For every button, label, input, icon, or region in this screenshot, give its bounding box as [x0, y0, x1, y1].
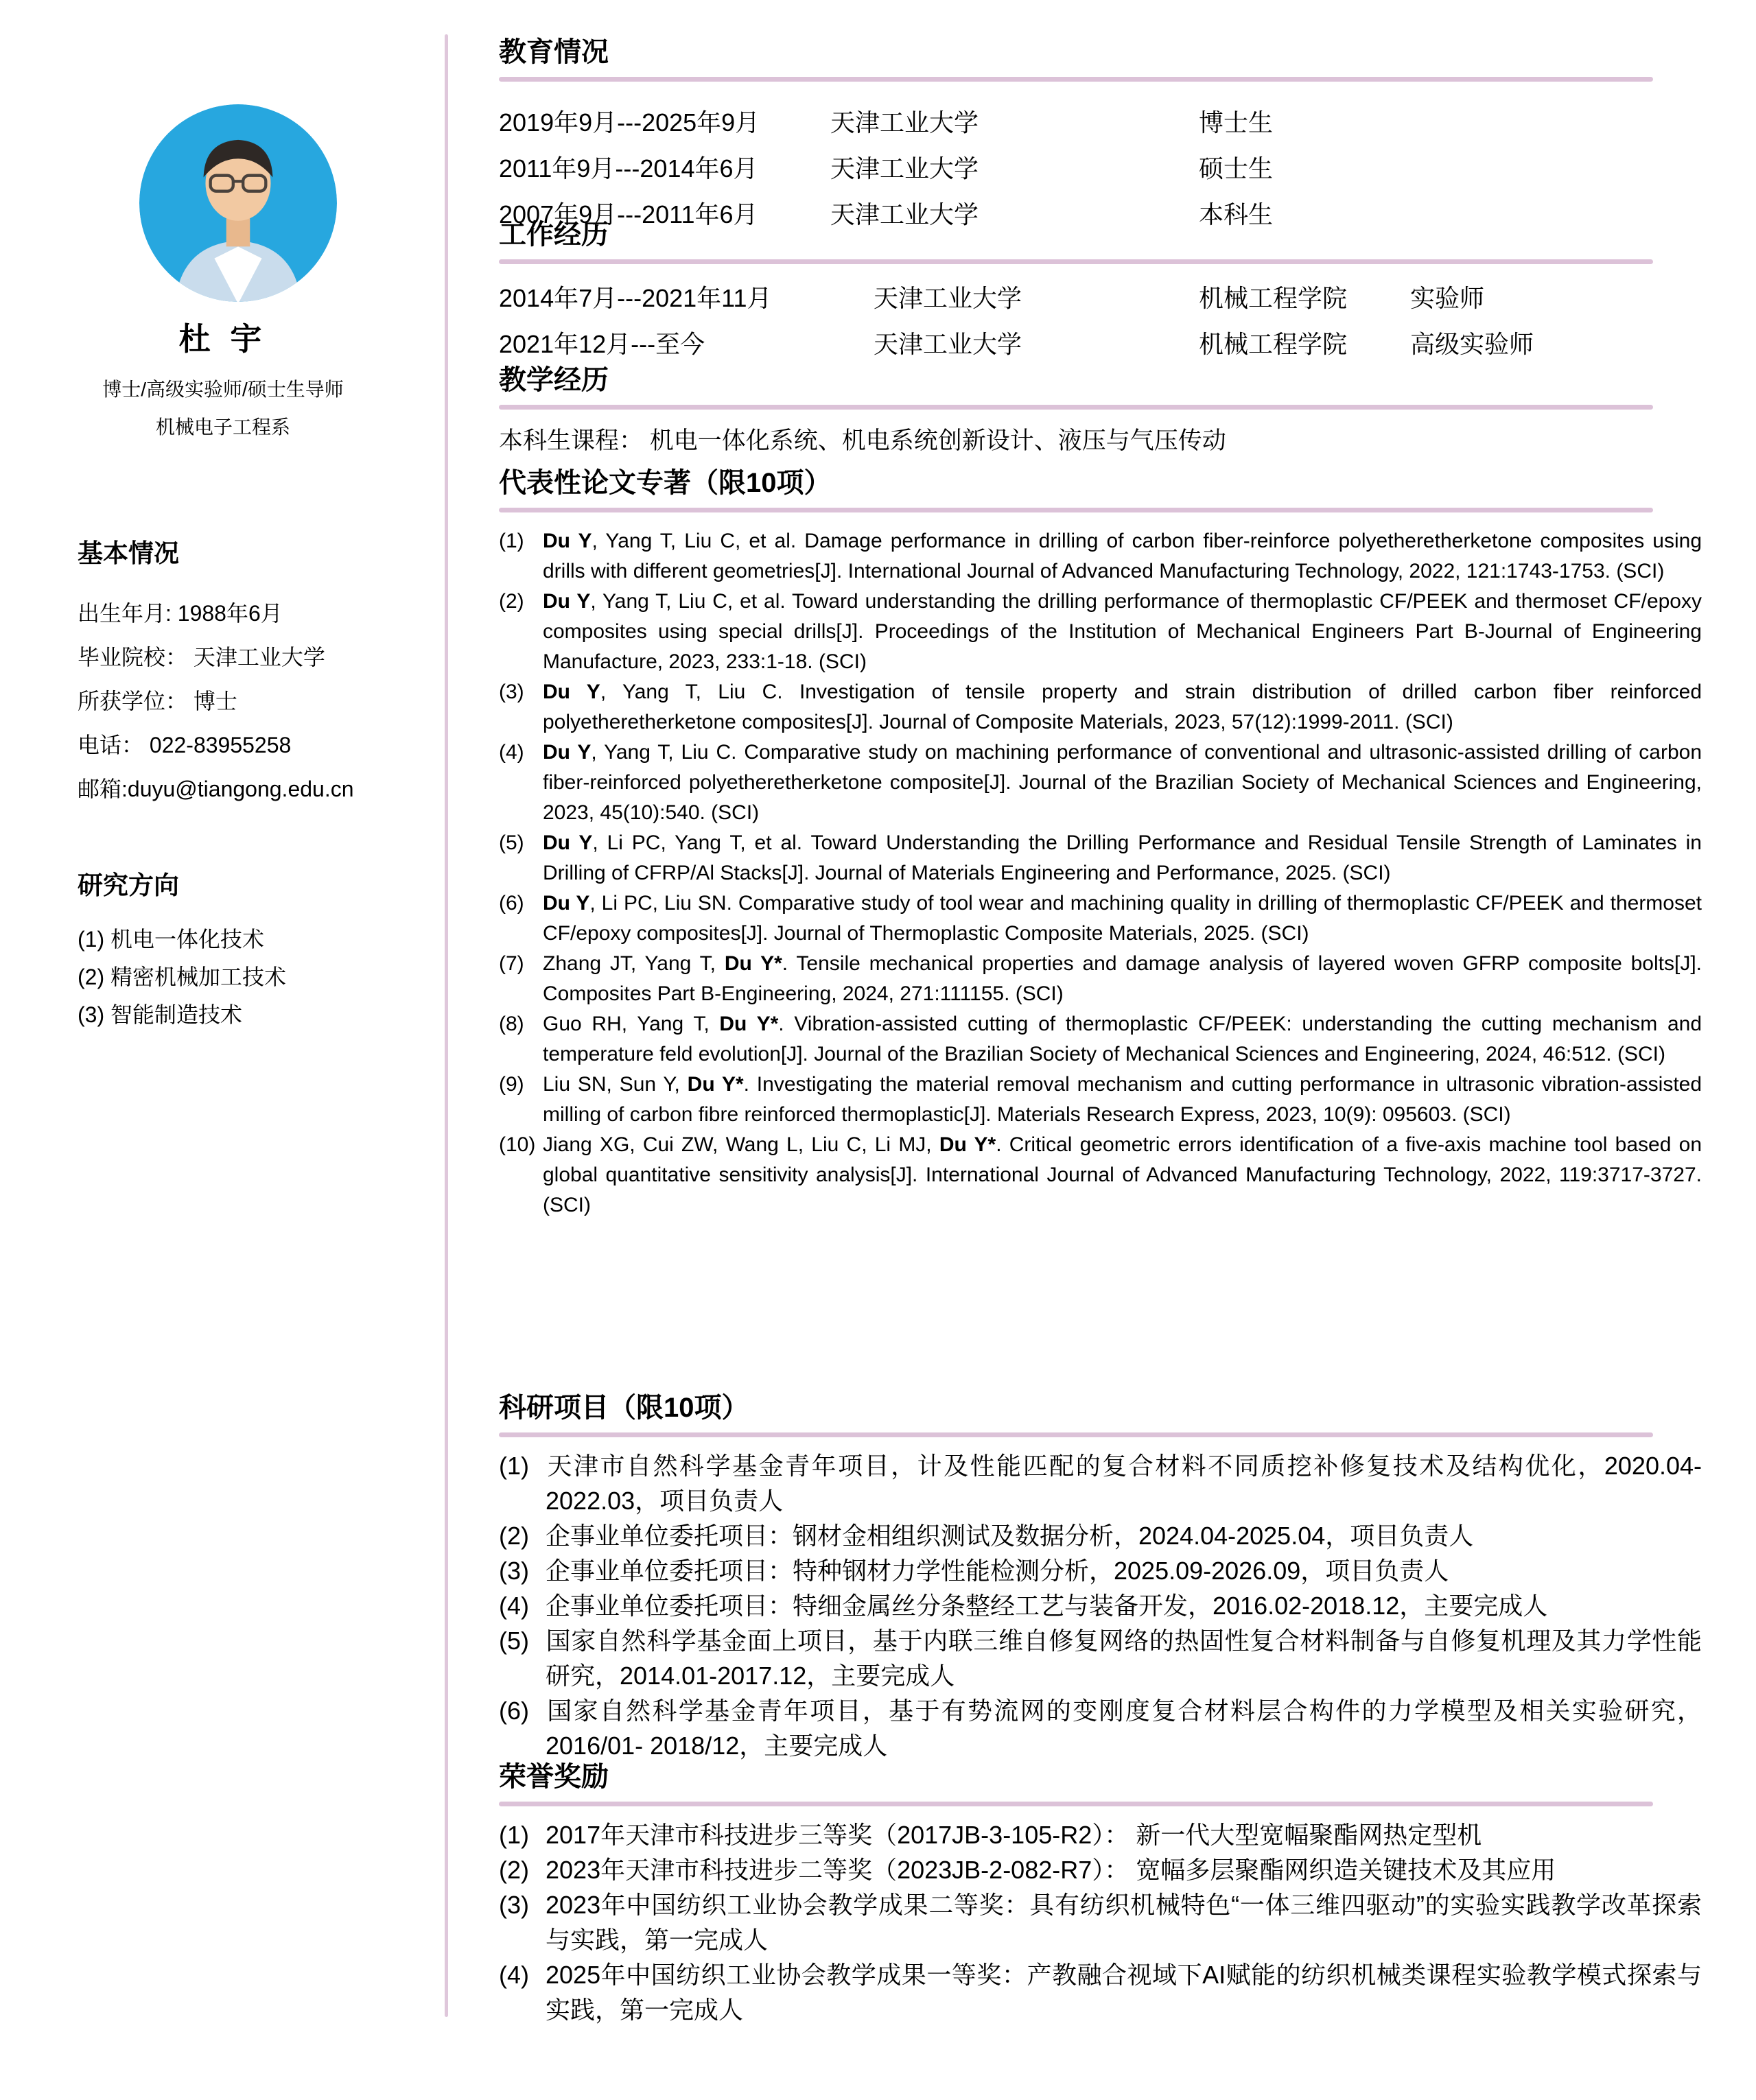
- school-cell: 天津工业大学: [874, 330, 1022, 358]
- honors-section: [499, 1760, 1702, 2027]
- education-heading: 教育情况: [499, 37, 609, 67]
- item-number: (10): [499, 1133, 536, 1156]
- period-cell: 2014年7月---2021年11月: [499, 284, 772, 312]
- work-experience-section: [499, 218, 1702, 366]
- school-cell: 天津工业大学: [830, 200, 979, 228]
- research-directions-list: [78, 921, 441, 1034]
- education-table: [499, 98, 1702, 236]
- basic-info-section: [78, 532, 441, 811]
- item-number: (2): [499, 590, 524, 613]
- list-item: 毕业院校： 天津工业大学: [78, 645, 325, 670]
- item-number: (9): [499, 1073, 524, 1096]
- list-item: (4) 2025年中国纺织工业协会教学成果一等奖：产教融合视域下AI赋能的纺织机械类课程实验教学模式探索与实践，第一完成人: [499, 1957, 1702, 2027]
- basic-info-heading: 基本情况: [78, 539, 179, 567]
- main-content: [499, 0, 1702, 2100]
- publications-section: [499, 467, 1702, 1220]
- item-number: (3): [499, 681, 524, 703]
- list-item: (3) 智能制造技术: [78, 1002, 243, 1027]
- list-item: (1) 2017年天津市科技进步三等奖（2017JB-3-105-R2）： 新一代大型宽幅聚酯网热定型机: [499, 1817, 1702, 1852]
- person-department: 机械电子工程系: [155, 416, 290, 438]
- list-item: (3) 2023年中国纺织工业协会教学成果二等奖：具有纺织机械特色“一体三维四驱动”的实验实践教学改革探索与实践，第一完成人: [499, 1887, 1702, 1957]
- profile-photo: [139, 104, 337, 302]
- role-cell: 硕士生: [1199, 154, 1274, 182]
- section-underline: [499, 405, 1653, 410]
- honors-list: [499, 1817, 1702, 2027]
- publications-heading: 代表性论文专著（限10项）: [499, 468, 832, 498]
- research-directions-heading: 研究方向: [78, 871, 179, 899]
- person-title: 博士/高级实验师/硕士生导师: [102, 379, 344, 400]
- item-number: (4): [499, 1961, 529, 1989]
- list-item: (2) Du Y, Yang T, Liu C, et al. Toward understanding the drilling performance of thermoplastic CF/PEEK and thermoset CF/epoxy composites using special drills[J]. Proceedings of the Institution of Mechanical Engineers Part B-Journal of Engineering Manufacture, 2023, 233:1-18. (SCI): [499, 587, 1702, 677]
- work-experience-heading: 工作经历: [499, 220, 609, 250]
- vertical-divider: [445, 34, 448, 2017]
- item-number: (6): [499, 892, 524, 915]
- item-number: (2): [499, 1522, 529, 1550]
- list-item: (5) 国家自然科学基金面上项目，基于内联三维自修复网络的热固性复合材料制备与自修复机理及其力学性能研究，2014.01-2017.12，主要完成人: [499, 1623, 1702, 1693]
- section-underline: [499, 1802, 1653, 1806]
- title-cell: 实验师: [1410, 284, 1485, 312]
- person-name: 杜 宇: [178, 321, 268, 357]
- list-item: (1) 机电一体化技术: [78, 927, 265, 952]
- table-row: [499, 144, 1702, 190]
- period-cell: 2007年9月---2011年6月: [499, 200, 758, 228]
- list-item: (4) Du Y, Yang T, Liu C. Comparative study on machining performance of conventional and ultrasonic-assisted drilling of carbon fiber-reinforced polyetheretherketone composite[J]. Journal of the Brazilian Society of Mechanical Sciences and Engineering, 2023, 45(10):540. (SCI): [499, 738, 1702, 828]
- school-cell: 天津工业大学: [830, 154, 979, 182]
- list-item: (4) 企事业单位委托项目：特细金属丝分条整经工艺与装备开发，2016.02-2018.12，主要完成人: [499, 1588, 1702, 1623]
- list-item: 所获学位： 博士: [78, 689, 237, 713]
- college-cell: 机械工程学院: [1199, 284, 1348, 312]
- list-item: (2) 精密机械加工技术: [78, 965, 287, 989]
- table-row: [499, 274, 1702, 320]
- basic-info-list: [78, 591, 441, 811]
- role-cell: 博士生: [1199, 108, 1274, 137]
- item-number: (2): [499, 1856, 529, 1884]
- school-cell: 天津工业大学: [874, 284, 1022, 312]
- honors-heading: 荣誉奖励: [499, 1762, 609, 1792]
- period-cell: 2021年12月---至今: [499, 330, 705, 358]
- item-number: (5): [499, 1627, 529, 1655]
- table-row: [499, 320, 1702, 366]
- list-item: 出生年月: 1988年6月: [78, 601, 283, 626]
- item-number: (4): [499, 741, 524, 764]
- publications-list: [499, 526, 1702, 1220]
- teaching-section: [499, 364, 1702, 458]
- item-number: (1): [499, 1452, 529, 1480]
- college-cell: 机械工程学院: [1199, 330, 1348, 358]
- item-number: (6): [499, 1697, 529, 1725]
- list-item: (3) 企事业单位委托项目：特种钢材力学性能检测分析，2025.09-2026.09，项目负责人: [499, 1553, 1702, 1588]
- list-item: (6) 国家自然科学基金青年项目，基于有势流网的变刚度复合材料层合构件的力学模型及相关实验研究，2016/01- 2018/12，主要完成人: [499, 1693, 1702, 1763]
- research-directions-section: [78, 864, 441, 1034]
- table-row: [499, 98, 1702, 144]
- item-number: (1): [499, 1821, 529, 1849]
- list-item: 邮箱:duyu@tiangong.edu.cn: [78, 777, 354, 801]
- period-cell: 2011年9月---2014年6月: [499, 154, 758, 182]
- title-cell: 高级实验师: [1410, 330, 1534, 358]
- portrait-avatar-icon: [139, 104, 337, 302]
- section-underline: [499, 77, 1653, 82]
- teaching-heading: 教学经历: [499, 365, 609, 395]
- work-experience-table: [499, 274, 1702, 366]
- item-number: (1): [499, 530, 524, 552]
- item-number: (3): [499, 1557, 529, 1585]
- list-item: (1) 天津市自然科学基金青年项目，计及性能匹配的复合材料不同质挖补修复技术及结构优化，2020.04-2022.03，项目负责人: [499, 1448, 1702, 1518]
- list-item: (9) Liu SN, Sun Y, Du Y*. Investigating the material removal mechanism and cutting performance in ultrasonic vibration-assisted milling of carbon fibre reinforced thermoplastic[J]. Materials Research Express, 2023, 10(9): 095603. (SCI): [499, 1070, 1702, 1130]
- item-number: (8): [499, 1013, 524, 1035]
- research-projects-section: [499, 1391, 1702, 1763]
- list-item: (2) 2023年天津市科技进步二等奖（2023JB-2-082-R7）： 宽幅多层聚酯网织造关键技术及其应用: [499, 1852, 1702, 1887]
- list-item: (8) Guo RH, Yang T, Du Y*. Vibration-assisted cutting of thermoplastic CF/PEEK: understanding the cutting mechanism and temperature feld evolution[J]. Journal of the Brazilian Society of Mechanical Sciences and Engineering, 2024, 46:512. (SCI): [499, 1009, 1702, 1070]
- period-cell: 2019年9月---2025年9月: [499, 108, 760, 137]
- section-underline: [499, 259, 1653, 264]
- section-underline: [499, 508, 1653, 512]
- sidebar: [0, 0, 446, 2100]
- list-item: (10) Jiang XG, Cui ZW, Wang L, Liu C, Li MJ, Du Y*. Critical geometric errors identification of a five-axis machine tool based on global quantitative sensitivity analysis[J]. International Journal of Advanced Manufacturing Technology, 2022, 119:3717-3727. (SCI): [499, 1130, 1702, 1220]
- list-item: (3) Du Y, Yang T, Liu C. Investigation of tensile property and strain distribution of drilled carbon fiber reinforced polyetheretherketone composites[J]. Journal of Composite Materials, 2023, 57(12):1999-2011. (SCI): [499, 677, 1702, 738]
- section-underline: [499, 1432, 1653, 1437]
- research-projects-heading: 科研项目（限10项）: [499, 1393, 749, 1423]
- item-number: (4): [499, 1592, 529, 1620]
- education-section: [499, 36, 1702, 236]
- list-item: (2) 企事业单位委托项目：钢材金相组织测试及数据分析，2024.04-2025.04，项目负责人: [499, 1518, 1702, 1553]
- list-item: (1) Du Y, Yang T, Liu C, et al. Damage performance in drilling of carbon fiber-reinforce polyetheretherketone composites using drills with different geometries[J]. International Journal of Advanced Manufacturing Technology, 2022, 121:1743-1753. (SCI): [499, 526, 1702, 587]
- item-number: (7): [499, 952, 524, 975]
- list-item: (7) Zhang JT, Yang T, Du Y*. Tensile mechanical properties and damage analysis of layered woven GFRP composite bolts[J]. Composites Part B-Engineering, 2024, 271:111155. (SCI): [499, 949, 1702, 1009]
- item-number: (3): [499, 1891, 529, 1919]
- research-projects-list: [499, 1448, 1702, 1763]
- teaching-courses-line: 本科生课程： 机电一体化系统、机电系统创新设计、液压与气压传动: [499, 427, 1226, 454]
- item-number: (5): [499, 831, 524, 854]
- list-item: 电话： 022-83955258: [78, 733, 292, 757]
- role-cell: 本科生: [1199, 200, 1274, 228]
- school-cell: 天津工业大学: [830, 108, 979, 137]
- list-item: (6) Du Y, Li PC, Liu SN. Comparative study of tool wear and machining quality in drilling of thermoplastic CF/PEEK and thermoset CF/epoxy composites[J]. Journal of Thermoplastic Composite Materials, 2025. (SCI): [499, 888, 1702, 949]
- list-item: (5) Du Y, Li PC, Yang T, et al. Toward Understanding the Drilling Performance and Residual Tensile Strength of Laminates in Drilling of CFRP/Al Stacks[J]. Journal of Materials Engineering and Performance, 2025. (SCI): [499, 828, 1702, 888]
